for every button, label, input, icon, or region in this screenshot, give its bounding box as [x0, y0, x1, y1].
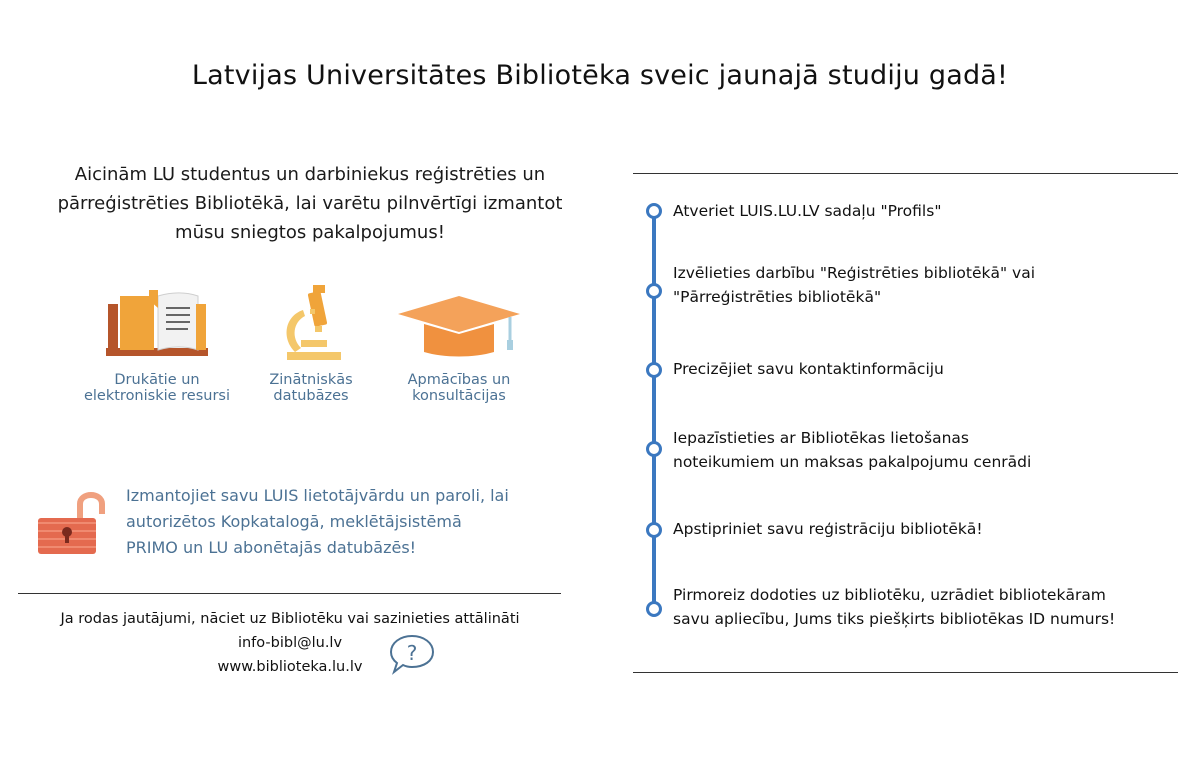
feature-label: datubāzes [273, 388, 349, 404]
feature-printed-resources [72, 282, 242, 404]
page-title: Latvijas Universitātes Bibliotēka sveic jaunajā studiju gadā! [191, 60, 1009, 91]
timeline-dot [646, 203, 662, 219]
login-note [126, 483, 526, 561]
login-note-line: Izmantojiet savu LUIS lietotājvārdu un paroli, lai [126, 486, 509, 505]
timeline-step [673, 199, 1173, 223]
timeline-step [673, 261, 1173, 309]
divider [18, 593, 561, 594]
unlocked-padlock-icon [36, 488, 112, 556]
step-text-line: noteikumiem un maksas pakalpojumu cenrādi [673, 453, 1032, 471]
timeline-line [652, 210, 656, 608]
login-note-line: autorizētos Kopkatalogā, meklētājsistēmā [126, 512, 462, 531]
feature-label: Zinātniskās [269, 372, 353, 388]
divider-top [633, 173, 1178, 174]
intro-text [20, 160, 600, 247]
contact-email[interactable]: info-bibl@lu.lv [237, 635, 343, 651]
question-bubble-icon [388, 633, 436, 675]
step-text-line: savu apliecību, Jums tiks piešķirts bibliotēkas ID numurs! [673, 610, 1116, 628]
timeline-step [673, 517, 1173, 541]
feature-label: Drukātie un [114, 372, 200, 388]
microscope-icon [271, 282, 351, 362]
contact-info [0, 607, 580, 679]
open-book-icon [102, 282, 212, 362]
timeline-dot [646, 601, 662, 617]
graduation-cap-icon [394, 282, 524, 362]
feature-label: elektroniskie resursi [83, 388, 231, 404]
step-text-line: Iepazīstieties ar Bibliotēkas lietošanas [673, 429, 969, 447]
divider-bottom [633, 672, 1178, 673]
timeline-step [673, 583, 1173, 631]
timeline-dot [646, 441, 662, 457]
step-text-line: Izvēlieties darbību "Reģistrēties bibliotēkā" vai [673, 264, 1036, 282]
feature-scientific-databases [226, 282, 396, 404]
intro-line: mūsu sniegtos pakalpojumus! [175, 222, 445, 243]
svg-text:?: ? [406, 641, 418, 665]
feature-training-consultations [374, 282, 544, 404]
intro-line: pārreģistrēties Bibliotēkā, lai varētu pilnvērtīgi izmantot [57, 193, 563, 214]
contact-question: Ja rodas jautājumi, nāciet uz Bibliotēku vai sazinieties attālināti [60, 611, 520, 627]
feature-label: konsultācijas [412, 388, 506, 404]
timeline-dot [646, 362, 662, 378]
step-text-line: Pirmoreiz dodoties uz bibliotēku, uzrādiet bibliotekāram [673, 586, 1106, 604]
timeline-step [673, 357, 1173, 381]
feature-label: Apmācības un [407, 372, 511, 388]
timeline-step [673, 426, 1173, 474]
timeline-dot [646, 283, 662, 299]
step-text-line: Apstipriniet savu reģistrāciju bibliotēkā! [673, 520, 983, 538]
contact-website[interactable]: www.biblioteka.lu.lv [217, 659, 363, 675]
step-text-line: Atveriet LUIS.LU.LV sadaļu "Profils" [673, 202, 942, 220]
step-text-line: Precizējiet savu kontaktinformāciju [673, 360, 944, 378]
timeline-dot [646, 522, 662, 538]
login-note-line: PRIMO un LU abonētajās datubāzēs! [126, 538, 417, 557]
step-text-line: "Pārreģistrēties bibliotēkā" [673, 288, 882, 306]
intro-line: Aicinām LU studentus un darbiniekus reģistrēties un [74, 164, 546, 185]
